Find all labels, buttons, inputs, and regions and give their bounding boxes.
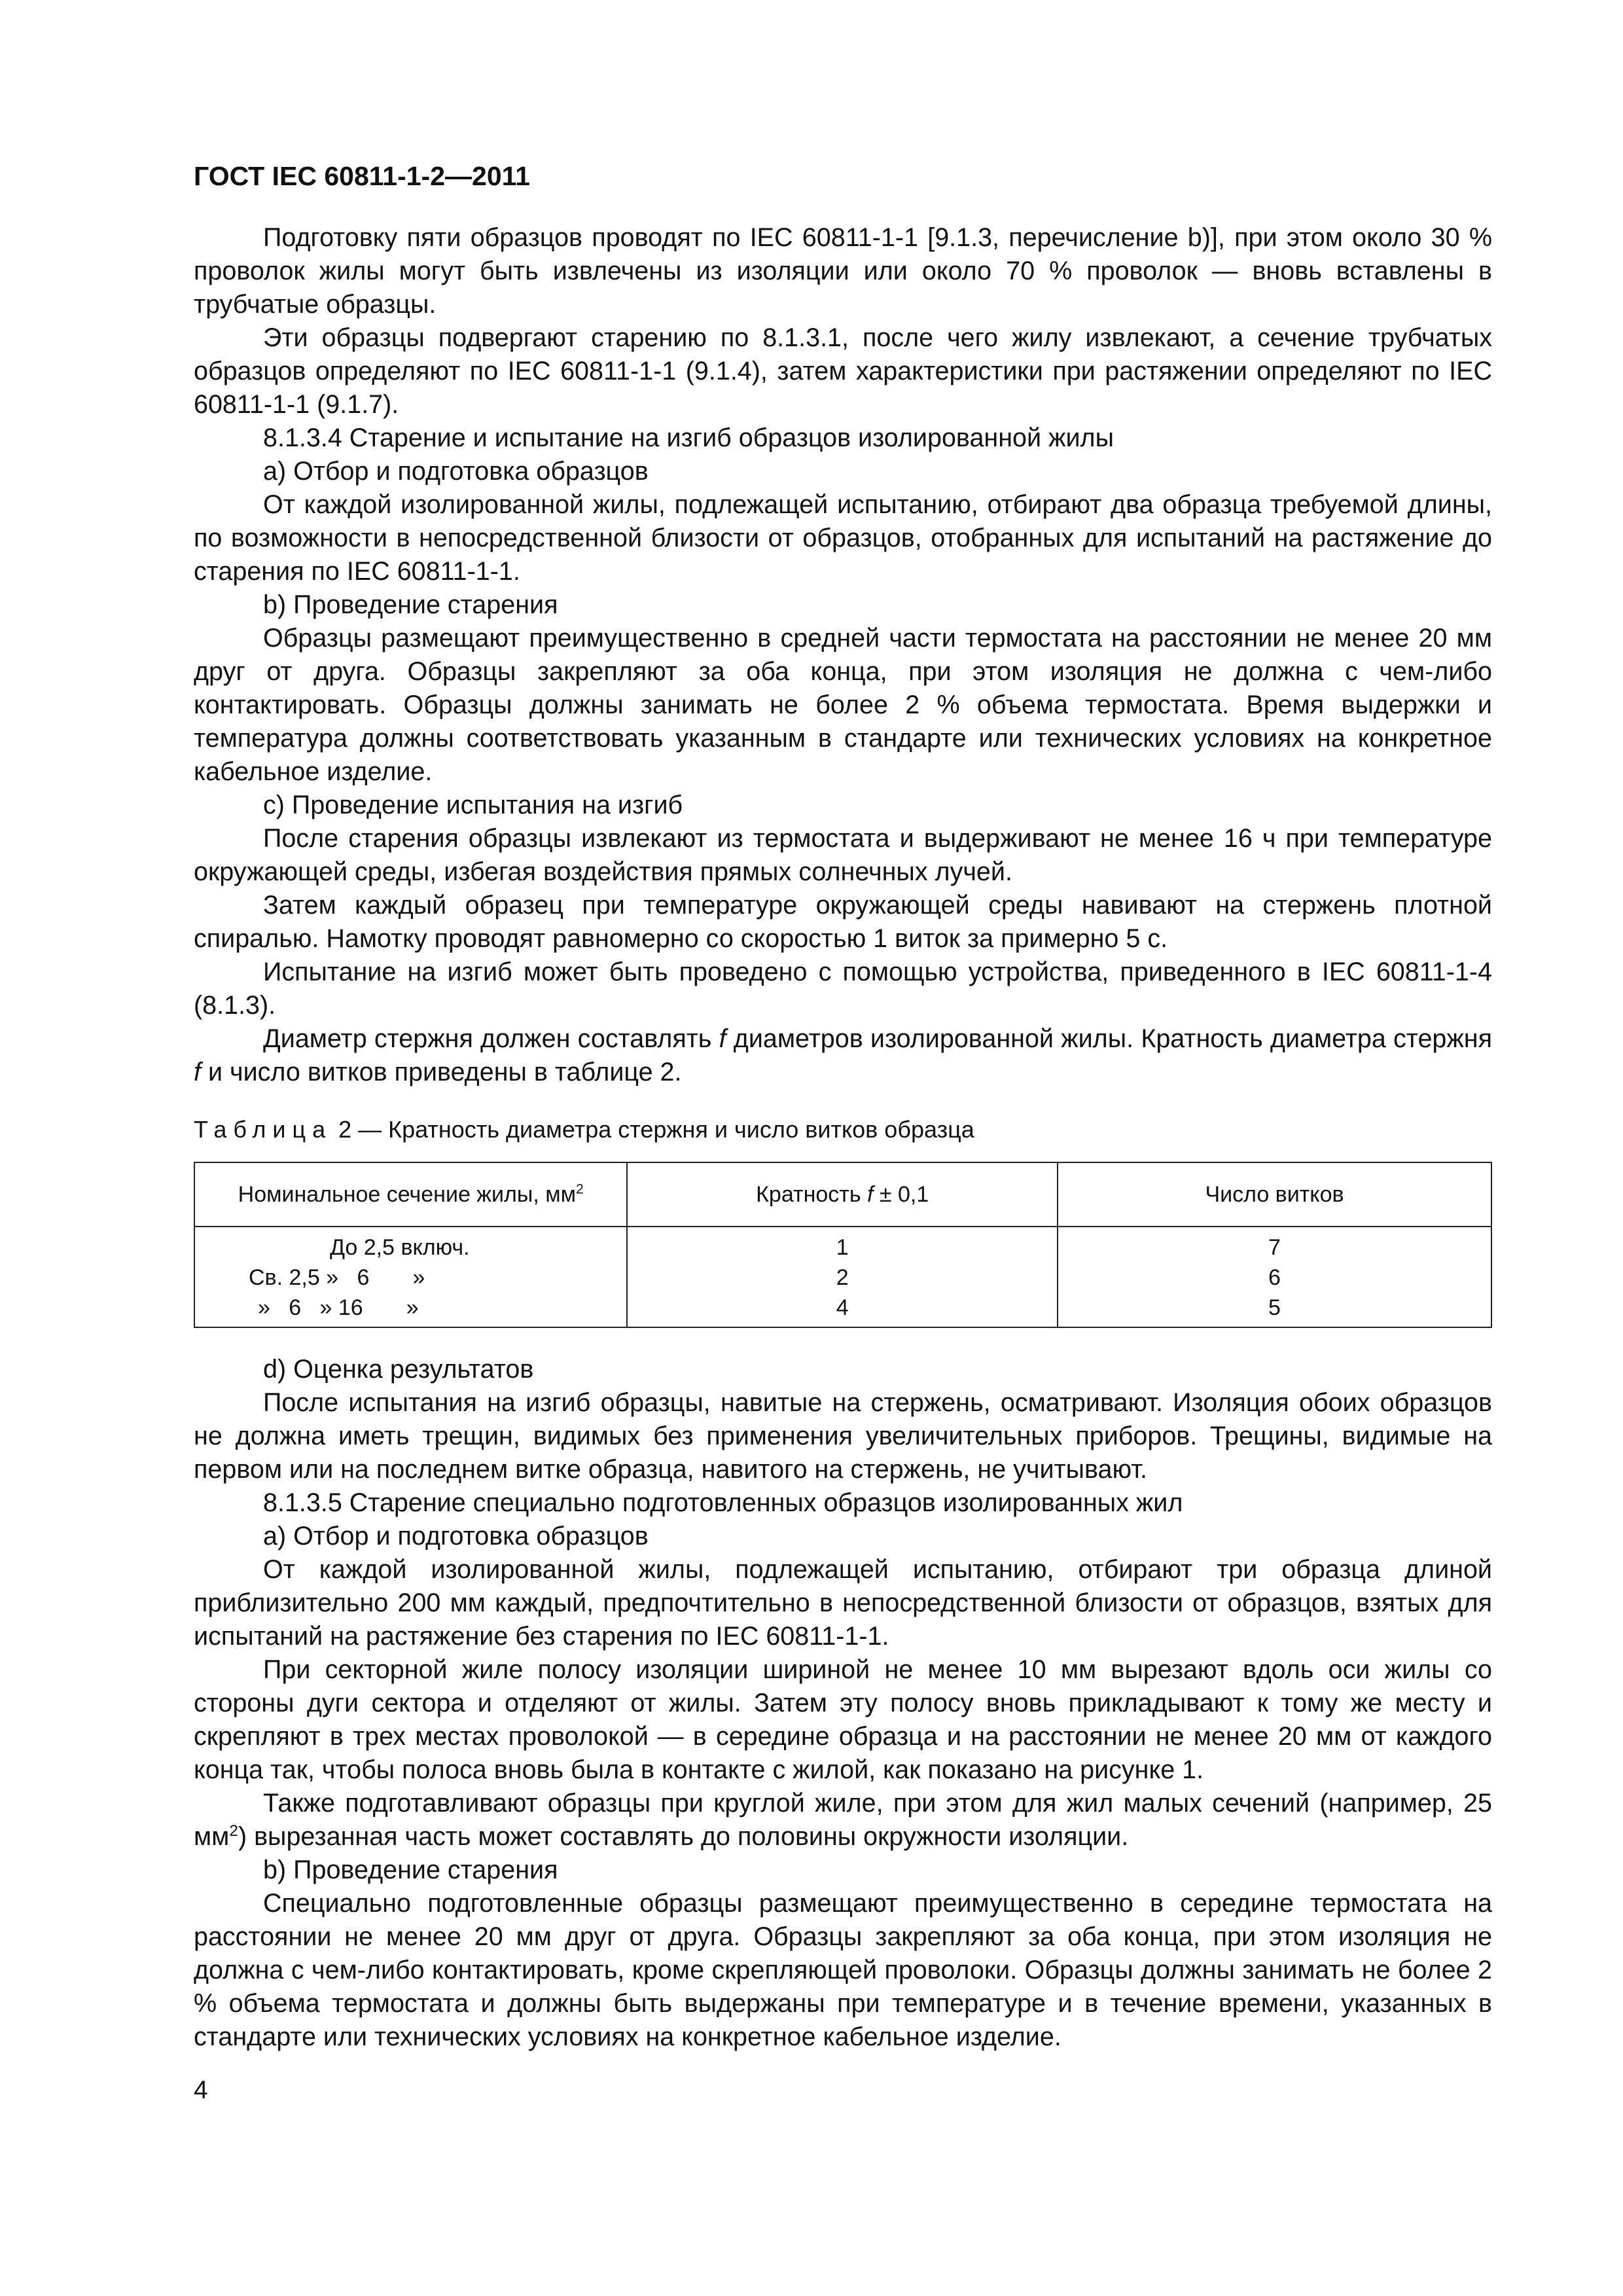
ratio-cell <box>627 1227 1058 1327</box>
text-run: и число витков приведены в таблице 2. <box>200 1058 682 1086</box>
table-header-row <box>194 1162 1491 1227</box>
subsection-heading: b) Проведение старения <box>263 590 558 619</box>
paragraph: При секторной жиле полосу изоляции шириной не менее 10 мм вырезают вдоль оси жилы со стороны дуги сектора и отделяют от жилы. Затем эту полосу вновь прикладывают к тому же месту и скрепляют в трех местах проволокой — в середине образца и на расстоянии не менее 20 мм от каждого конца так, чтобы полоса вновь была в контакте с жилой, как показано на рисунке 1. <box>194 1655 1492 1784</box>
section-heading: 8.1.3.5 Старение специально подготовленных образцов изолированных жил <box>263 1488 1183 1517</box>
table-row <box>194 1227 1491 1327</box>
cell-line: Св. 2,5 » 6 » <box>249 1265 425 1290</box>
italic-symbol: f <box>719 1024 726 1053</box>
caption-label: Таблица <box>194 1116 332 1143</box>
paragraph: Испытание на изгиб может быть проведено с помощью устройства, приведенного в IEC 60811-1-4 (8.1.3). <box>194 958 1492 1020</box>
round-conductor-paragraph <box>194 1787 1492 1854</box>
text-run: Также подготавливают образцы при круглой жиле, при этом для жил малых сечений (например, 25 мм <box>194 1789 1492 1851</box>
column-header-ratio: Кратность f ± 0,1 <box>627 1162 1058 1227</box>
subsection-heading: c) Проведение испытания на изгиб <box>263 791 683 819</box>
caption-text: 2 — Кратность диаметра стержня и число витков образца <box>332 1116 974 1143</box>
table-2 <box>194 1162 1492 1328</box>
text-run: ) вырезанная часть может составлять до половины окружности изоляции. <box>238 1822 1129 1851</box>
cell-line: До 2,5 включ. <box>330 1235 470 1260</box>
paragraph: Эти образцы подвергают старению по 8.1.3.1, после чего жилу извлекают, а сечение трубчатых образцов определяют по IEC 60811-1-1 (9.1.4), затем характеристики при растяжении определяют по IEC 60811-1-1 (9.1.7). <box>194 323 1492 419</box>
paragraph: Подготовку пяти образцов проводят по IEC 60811-1-1 [9.1.3, перечисление b)], при этом около 30 % проволок жилы могут быть извлечены из изоляции или около 70 % проволок — вновь вставлены в трубчатые образцы. <box>194 223 1492 319</box>
cell-line: 6 <box>1268 1265 1281 1290</box>
standard-header: ГОСТ IEC 60811-1-2—2011 <box>194 161 530 191</box>
diameter-paragraph <box>194 1022 1492 1089</box>
table-caption <box>194 1113 1492 1146</box>
column-header-cross-section: Номинальное сечение жилы, $мм^2$ <box>194 1162 627 1227</box>
column-header-turns: Число витков <box>1058 1162 1491 1227</box>
cell-line: 1 <box>836 1235 849 1260</box>
superscript: 2 <box>229 1821 238 1840</box>
cell-line: 5 <box>1268 1295 1281 1320</box>
subsection-heading: a) Отбор и подготовка образцов <box>263 1522 649 1551</box>
paragraph: После старения образцы извлекают из термостата и выдерживают не менее 16 ч при температуре окружающей среды, избегая воздействия прямых солнечных лучей. <box>194 824 1492 886</box>
paragraph: Образцы размещают преимущественно в средней части термостата на расстоянии не менее 20 мм друг от друга. Образцы закрепляют за оба конца, при этом изоляция не должна с чем-либо контактировать. Образцы должны занимать не более 2 % объема термостата. Время выдержки и температура должны соответствовать указанным в стандарте или технических условиях на конкретное кабельное изделие. <box>194 624 1492 786</box>
cell-line: 4 <box>836 1295 849 1320</box>
paragraph: От каждой изолированной жилы, подлежащей испытанию, отбирают два образца требуемой длины, по возможности в непосредственной близости от образцов, отобранных для испытаний на растяжение до старения по IEC 60811-1-1. <box>194 490 1492 586</box>
paragraph: От каждой изолированной жилы, подлежащей испытанию, отбирают три образца длиной приблизительно 200 мм каждый, предпочтительно в непосредственной близости от образцов, взятых для испытаний на растяжение без старения по IEC 60811-1-1. <box>194 1555 1492 1651</box>
turns-cell <box>1058 1227 1491 1327</box>
paragraph: После испытания на изгиб образцы, навитые на стержень, осматривают. Изоляция обоих образцов не должна иметь трещин, видимых без применения увеличительных приборов. Трещины, видимые на первом или на последнем витке образца, навитого на стержень, не учитывают. <box>194 1388 1492 1484</box>
text-run: Диаметр стержня должен составлять <box>263 1024 719 1053</box>
cell-line: 7 <box>1268 1235 1281 1260</box>
cross-section-cell <box>194 1227 627 1327</box>
subsection-heading: b) Проведение старения <box>263 1856 558 1884</box>
cell-line: 2 <box>836 1265 849 1290</box>
subsection-heading: d) Оценка результатов <box>263 1355 534 1384</box>
section-heading: 8.1.3.4 Старение и испытание на изгиб образцов изолированной жилы <box>263 423 1114 452</box>
document-body <box>194 221 1492 2054</box>
italic-symbol: f <box>194 1058 201 1086</box>
paragraph: Специально подготовленные образцы размещают преимущественно в середине термостата на расстоянии не менее 20 мм друг от друга. Образцы закрепляют за оба конца, при этом изоляция не должна с чем-либо контактировать, кроме скрепляющей проволоки. Образцы должны занимать не более 2 % объема термостата и должны быть выдержаны при температуре и в течение времени, указанных в стандарте или технических условиях на конкретное кабельное изделие. <box>194 1889 1492 2051</box>
cell-line: » 6 » 16 » <box>258 1295 419 1320</box>
text-run: диаметров изолированной жилы. Кратность диаметра стержня <box>726 1024 1492 1053</box>
subsection-heading: a) Отбор и подготовка образцов <box>263 457 649 486</box>
page-number: 4 <box>194 2076 208 2104</box>
paragraph: Затем каждый образец при температуре окружающей среды навивают на стержень плотной спиралью. Намотку проводят равномерно со скоростью 1 виток за примерно 5 с. <box>194 891 1492 953</box>
